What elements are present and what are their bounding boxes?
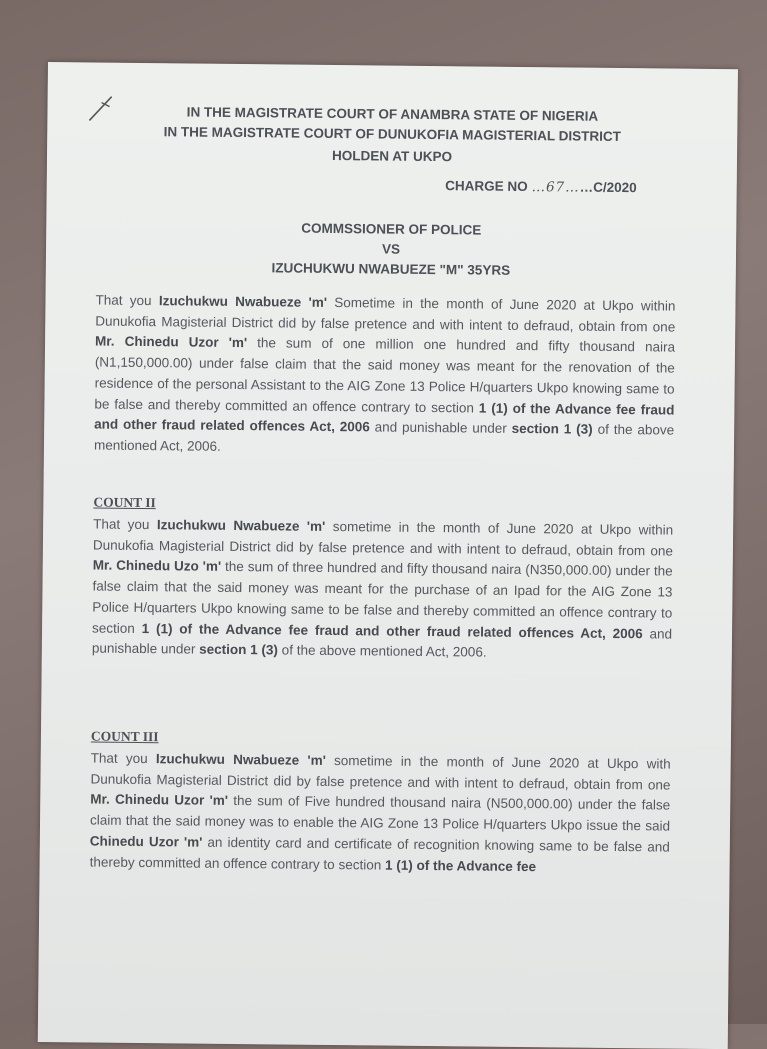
statute-reference: 1 (1) of the Advance fee (384, 857, 537, 874)
count-3-paragraph (90, 748, 671, 878)
versus: VS (381, 241, 401, 257)
count-2-text: and punishable under (91, 625, 673, 657)
document-page (38, 62, 738, 1049)
count-1-text: That you (95, 292, 159, 309)
court-title-line-2: IN THE MAGISTRATE COURT OF DUNUKOFIA MAGISTERIAL DISTRICT (163, 124, 621, 145)
accused: IZUCHUKWU NWABUEZE "M" 35YRS (271, 260, 511, 278)
victim-name: Mr. Chinedu Uzor 'm' (94, 333, 248, 351)
count-2-text: sometime in the month of June 2020 at Ukpo within Dunukofia Magisterial District did by false pretence and with intent to defraud, obtain from one (92, 518, 674, 559)
victim-name: Chinedu Uzor 'm' (89, 833, 203, 850)
count-1-text: Sometime in the month of June 2020 at Ukpo within Dunukofia Magisterial District did by false pretence and with intent to defraud, obtain from one (95, 294, 676, 335)
count-2-text: That you (93, 516, 157, 533)
complainant: COMMSSIONER OF POLICE (301, 220, 482, 238)
statute-reference: 1 (1) of the Advance fee fraud and other fraud related offences Act, 2006 (141, 620, 643, 641)
count-2-text: of the above mentioned Act, 2006. (277, 642, 487, 660)
charge-suffix: …C/2020 (579, 179, 637, 196)
victim-name: Mr. Chinedu Uzo 'm' (92, 557, 222, 575)
count-2-heading: COUNT II (93, 494, 156, 511)
penalty-section: section 1 (3) (199, 641, 279, 658)
accused-name: Izuchukwu Nwabueze 'm' (156, 517, 326, 534)
accused-name: Izuchukwu Nwabueze 'm' (155, 751, 326, 768)
count-2-paragraph (92, 514, 673, 665)
count-2-text: the sum of three hundred and fifty thousand naira (N350,000.00) under the false claim that the said money was meant for the purchase of an Ipad for the AIG Zone 13 Police H/quarters Ukpo knowing same to be false and thereby committed an offence contrary to section (92, 559, 673, 636)
charge-handwritten-number: …67… (531, 179, 580, 196)
count-1-text: of the above mentioned Act, 2006. (93, 421, 675, 454)
count-1-text: and punishable under (369, 419, 512, 437)
charge-number (445, 178, 637, 196)
victim-name: Mr. Chinedu Uzor 'm' (90, 791, 229, 809)
count-3-heading: COUNT III (90, 728, 159, 745)
count-1-text: the sum of one million one hundred and fifty thousand naira (N1,150,000.00) under false claim that the said money was meant for the renovation of the residence of the personal Assistant to the AIG Zone 13 Police H/quarters Ukpo knowing same to be false and thereby committed an offence contrary to section (94, 335, 676, 416)
accused-name: Izuchukwu Nwabueze 'm' (158, 293, 328, 310)
count-3-text: an identity card and certificate of recognition knowing same to be false and thereby committed an offence contrary to section (89, 834, 670, 873)
count-3-text: the sum of Five hundred thousand naira (N500,000.00) under the false claim that the said money was to enable the AIG Zone 13 Police H/quarters Ukpo issue the said (89, 793, 671, 834)
statute-reference: 1 (1) of the Advance fee fraud and other fraud related offences Act, 2006 (94, 400, 675, 435)
count-1-paragraph (94, 291, 676, 463)
court-title-line-1: IN THE MAGISTRATE COURT OF ANAMBRA STATE OF NIGERIA (186, 104, 599, 124)
court-location-line: HOLDEN AT UKPO (331, 147, 453, 165)
count-3-text: sometime in the month of June 2020 at Ukpo with Dunukofia Magisterial District did by false pretence and with intent to defraud, obtain from one (90, 752, 671, 793)
penalty-section: section 1 (3) (511, 421, 593, 437)
charge-label: CHARGE NO (445, 178, 528, 195)
count-3-text: That you (90, 750, 157, 767)
